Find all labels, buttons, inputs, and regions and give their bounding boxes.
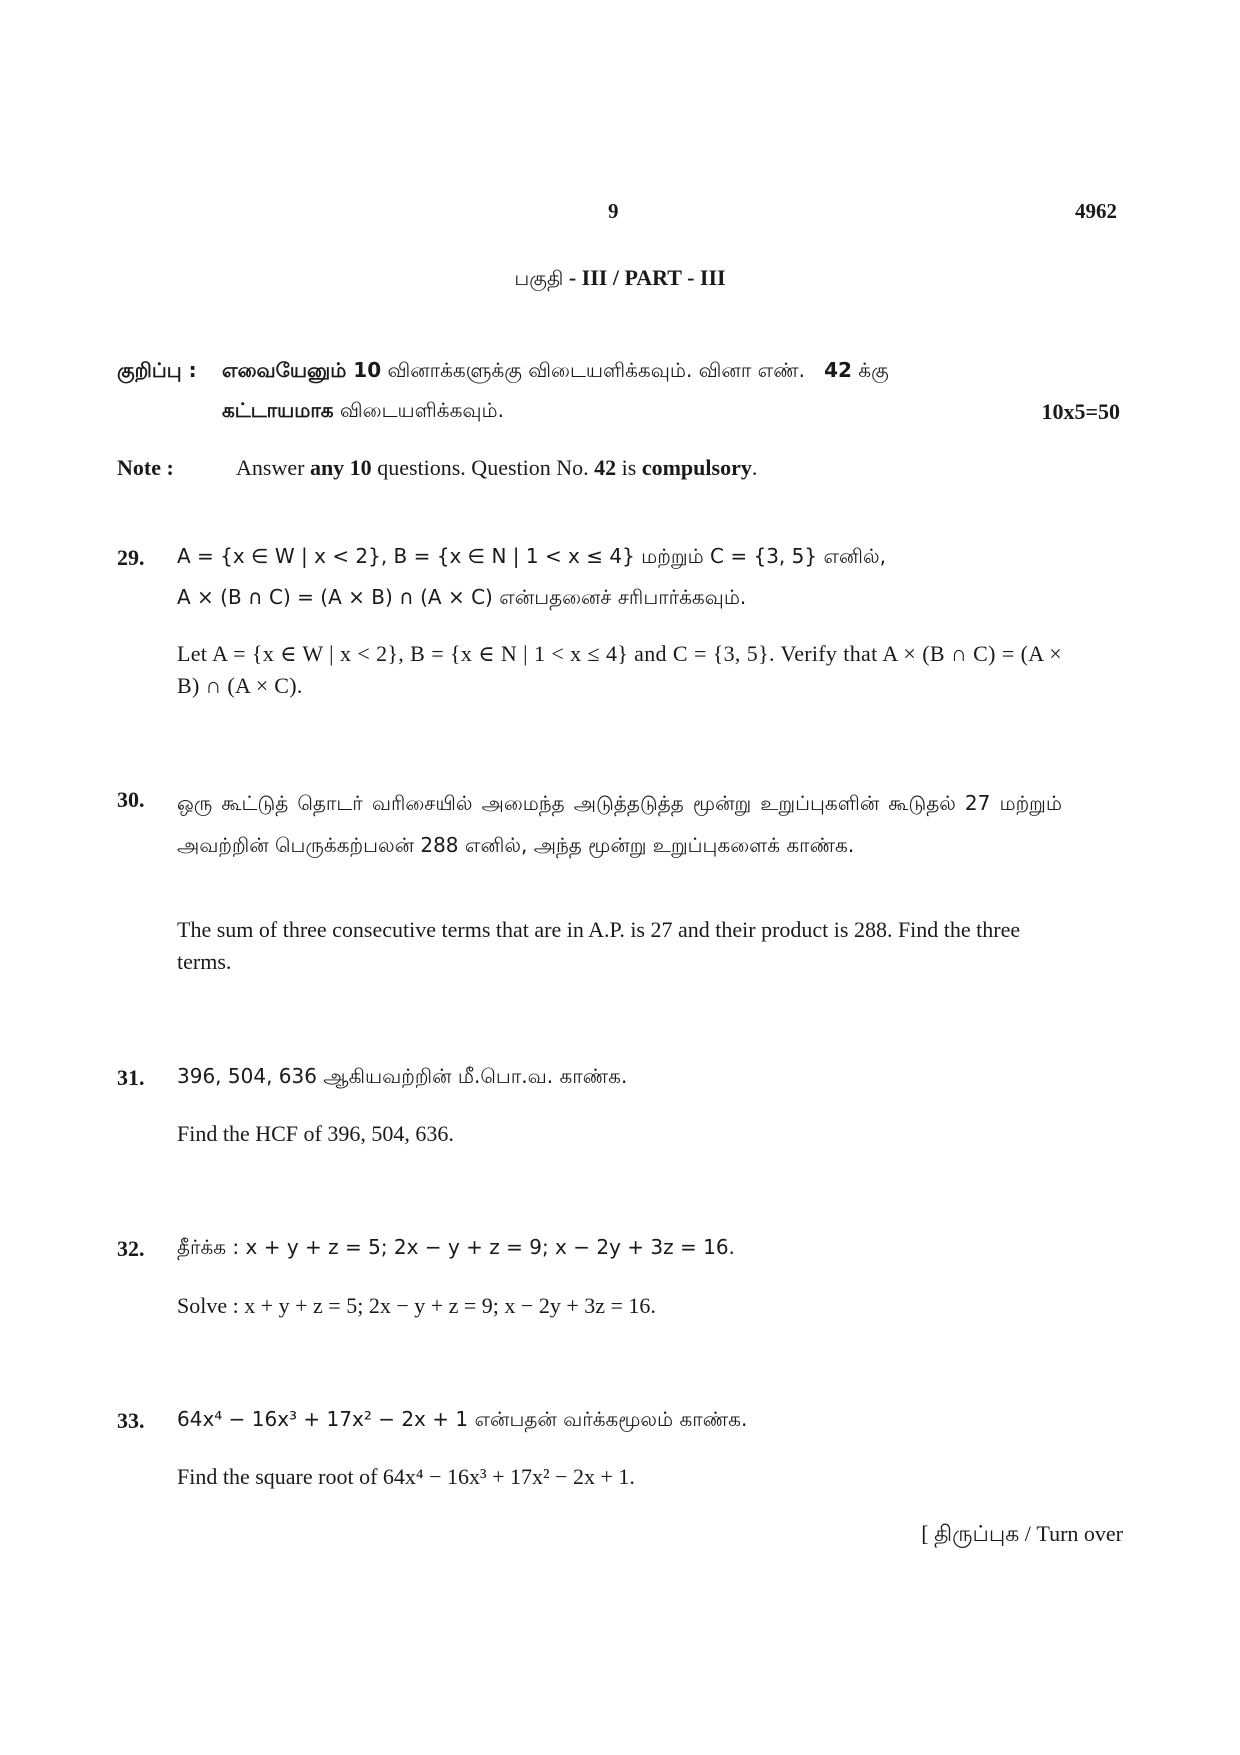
note-compulsory: compulsory [641, 455, 752, 480]
question-32-english: Solve : x + y + z = 5; 2x − y + z = 9; x − 2y + 3z = 16. [177, 1293, 656, 1318]
note-any10: any 10 [309, 455, 372, 480]
note-english-text [236, 452, 1116, 484]
note-tamil-line1-rest: வினாக்களுக்கு விடையளிக்கவும். வினா எண். [381, 358, 806, 382]
note-text-part: questions. Question No. [371, 455, 595, 480]
part-heading-english: - III / PART - III [563, 265, 726, 290]
note-tamil-line1 [222, 356, 1122, 385]
marks-scheme: 10x5=50 [1041, 399, 1120, 424]
note-tamil-kku: க்கு [851, 358, 889, 382]
note-tamil-line2 [222, 396, 1122, 425]
note-tamil-compulsory: கட்டாயமாக [222, 398, 334, 422]
note-tamil-any: எவையேனும் 10 [222, 358, 382, 382]
note-n42: 42 [594, 455, 617, 480]
page-number: 9 [608, 199, 619, 223]
note-text-part: . [751, 455, 758, 480]
question-29-number: 29. [117, 545, 145, 570]
question-31-english: Find the HCF of 396, 504, 636. [177, 1121, 454, 1146]
question-29-english: Let A = {x ∈ W | x < 2}, B = {x ∈ N | 1 < x ≤ 4} and C = {3, 5}. Verify that A × (B ∩ C) = (A × B) ∩ (A × C). [177, 641, 1062, 698]
question-30-english: The sum of three consecutive terms that are in A.P. is 27 and their product is 288. Find the three terms. [177, 917, 1021, 974]
note-english-label: Note : [117, 455, 174, 480]
note-tamil-label: குறிப்பு : [117, 358, 197, 382]
question-29-tamil-line1: A = {x ∈ W | x < 2}, B = {x ∈ N | 1 < x ≤ 4} மற்றும் C = {3, 5} எனில், [177, 544, 886, 568]
question-33-number: 33. [117, 1408, 145, 1433]
part-heading [0, 262, 1240, 294]
question-33-english: Find the square root of 64x⁴ − 16x³ + 17x² − 2x + 1. [177, 1464, 635, 1489]
question-32-tamil: தீர்க்க : x + y + z = 5; 2x − y + z = 9; x − 2y + 3z = 16. [177, 1235, 735, 1259]
note-tamil-num42: 42 [824, 358, 852, 382]
part-heading-tamil: பகுதி [514, 266, 564, 290]
paper-code: 4962 [1075, 199, 1117, 223]
turn-over-label: [ திருப்புக / Turn over [921, 1521, 1123, 1546]
question-29-tamil-line2: A × (B ∩ C) = (A × B) ∩ (A × C) என்பதனைச் சரிபார்க்கவும். [177, 585, 747, 609]
note-text-part: Answer [236, 455, 310, 480]
note-tamil-line2-rest: விடையளிக்கவும். [333, 398, 504, 422]
question-32-number: 32. [117, 1236, 145, 1261]
question-30-tamil: ஒரு கூட்டுத் தொடர் வரிசையில் அமைந்த அடுத்தடுத்த மூன்று உறுப்புகளின் கூடுதல் 27 மற்றும் அவற்றின் பெருக்கற்பலன் 288 எனில், அந்த மூன்று உறுப்புகளைக் காண்க. [177, 791, 1062, 857]
question-31-number: 31. [117, 1065, 145, 1090]
question-31-tamil: 396, 504, 636 ஆகியவற்றின் மீ.பொ.வ. காண்க. [177, 1064, 628, 1088]
question-33-tamil: 64x⁴ − 16x³ + 17x² − 2x + 1 என்பதன் வர்க்கமூலம் காண்க. [177, 1407, 748, 1431]
question-30-number: 30. [117, 787, 145, 812]
note-text-part: is [616, 455, 642, 480]
